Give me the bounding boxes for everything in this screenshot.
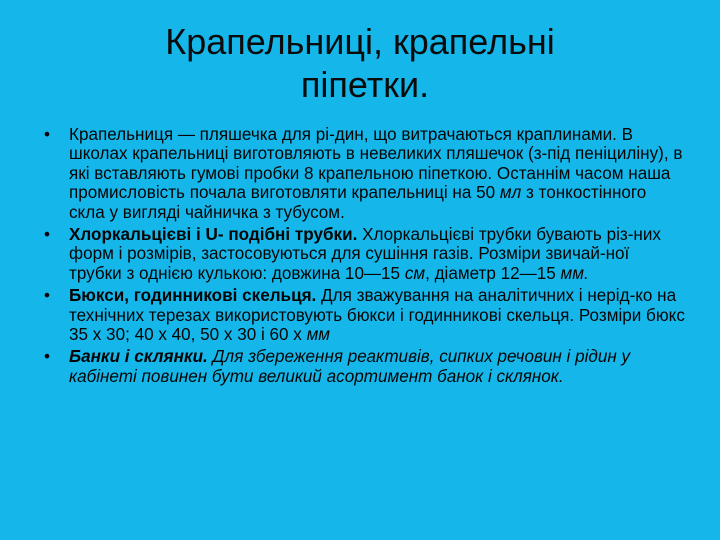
bullet-dot: • [44, 347, 50, 367]
bullet-item-chlorcalcium-tubes [40, 225, 685, 283]
bullet-list [40, 125, 685, 389]
item-heading: Бюкси, годинникові скельця. [69, 286, 317, 306]
title-line-2-text: піпетки [300, 64, 420, 105]
title-line-1: Крапельниці, крапельні [165, 21, 555, 62]
item-text: Для збереження реактивів, сипких речовин і рідин у кабінеті повинен бути великий асортимент банок і склянок. [69, 347, 631, 386]
item-heading: Банки і склянки. [69, 347, 208, 367]
slide-title [70, 20, 650, 106]
item-text: Хлоркальцієві трубки бувають різ-них форм і розмірів, застосовуються для сушіння газів. Розміри звичай-ної трубки з однією кулькою: довжина 10—15 [69, 225, 661, 283]
title-line-2 [301, 63, 429, 106]
item-heading: Хлоркальцієві і U- подібні трубки. [69, 225, 358, 245]
unit-cm: см [404, 263, 426, 283]
bullet-dot: • [44, 286, 50, 306]
item-text-end: з тонкостінного скла у вигляді чайничка з тубусом. [69, 183, 647, 222]
unit-mm: мм [306, 325, 331, 345]
bullet-item-weighing-bottles [40, 286, 685, 344]
title-period: . [419, 64, 430, 105]
unit-ml: мл [499, 183, 522, 203]
item-text: Крапельниця — пляшечка для рі-дин, що витрачаються краплинами. В школах крапельниці виготовляють в невеликих пляшечок (з-під пеніциліну), в які вставляють гумові пробки 8 крапельною піпеткою. Останнім часом наша промисловість почала виготовляти крапельниці на 50 [69, 125, 683, 203]
bullet-dot: • [44, 125, 50, 144]
bullet-item-dropper [40, 125, 685, 222]
unit-mm: мм. [560, 263, 589, 283]
bullet-item-jars-and-glasses [40, 347, 685, 386]
item-text: Для зважування на аналітичних і нерід-ко на технічних терезах використовують бюкси і годинникові скельця. Розміри бюкс 35 х 30; 40 х 40, 50 х 30 і 60 х [69, 286, 685, 345]
bullet-dot: • [44, 225, 50, 245]
item-text-middle: , діаметр 12—15 [425, 263, 561, 283]
